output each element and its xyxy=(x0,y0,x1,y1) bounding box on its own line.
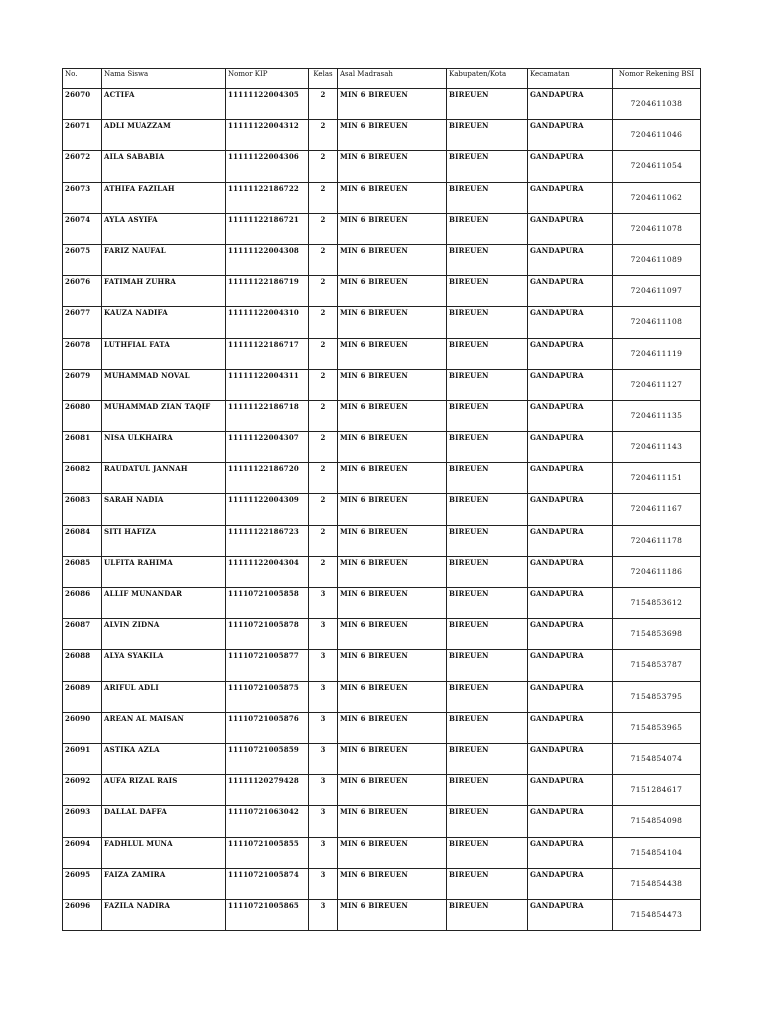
table-row xyxy=(63,899,701,930)
header-no: No. xyxy=(63,69,102,89)
cell-nomor-kip: 11110721063042 xyxy=(226,806,309,837)
table-row xyxy=(63,276,701,307)
cell-kelas: 2 xyxy=(309,369,338,400)
cell-kelas: 3 xyxy=(309,712,338,743)
cell-nomor-rekening: 7204611167 xyxy=(613,494,701,525)
cell-kabupaten: BIREUEN xyxy=(447,525,528,556)
cell-kelas: 2 xyxy=(309,276,338,307)
cell-kabupaten: BIREUEN xyxy=(447,369,528,400)
cell-asal-madrasah: MIN 6 BIREUEN xyxy=(338,556,447,587)
cell-kelas: 2 xyxy=(309,120,338,151)
cell-nomor-kip: 11111122186718 xyxy=(226,400,309,431)
cell-asal-madrasah: MIN 6 BIREUEN xyxy=(338,338,447,369)
cell-nomor-kip: 11111122186719 xyxy=(226,276,309,307)
cell-nama-siswa: AYLA ASYIFA xyxy=(102,213,226,244)
cell-nama-siswa: KAUZA NADIFA xyxy=(102,307,226,338)
cell-nama-siswa: DALLAL DAFFA xyxy=(102,806,226,837)
cell-no: 26075 xyxy=(63,244,102,275)
cell-nama-siswa: RAUDATUL JANNAH xyxy=(102,463,226,494)
cell-kelas: 2 xyxy=(309,463,338,494)
table-row xyxy=(63,182,701,213)
table-row xyxy=(63,369,701,400)
cell-kabupaten: BIREUEN xyxy=(447,650,528,681)
cell-no: 26087 xyxy=(63,619,102,650)
cell-asal-madrasah: MIN 6 BIREUEN xyxy=(338,899,447,930)
cell-kecamatan: GANDAPURA xyxy=(528,307,613,338)
table-row xyxy=(63,525,701,556)
cell-asal-madrasah: MIN 6 BIREUEN xyxy=(338,432,447,463)
cell-kabupaten: BIREUEN xyxy=(447,151,528,182)
table-row xyxy=(63,120,701,151)
table-row xyxy=(63,837,701,868)
cell-kabupaten: BIREUEN xyxy=(447,400,528,431)
cell-nomor-kip: 11110721005878 xyxy=(226,619,309,650)
cell-kabupaten: BIREUEN xyxy=(447,244,528,275)
cell-kecamatan: GANDAPURA xyxy=(528,120,613,151)
cell-nomor-rekening: 7204611054 xyxy=(613,151,701,182)
cell-kelas: 2 xyxy=(309,151,338,182)
cell-no: 26092 xyxy=(63,775,102,806)
cell-kabupaten: BIREUEN xyxy=(447,775,528,806)
cell-asal-madrasah: MIN 6 BIREUEN xyxy=(338,120,447,151)
cell-nomor-rekening: 7154853612 xyxy=(613,588,701,619)
cell-nomor-kip: 11111122004311 xyxy=(226,369,309,400)
cell-nomor-kip: 11111122004309 xyxy=(226,494,309,525)
cell-nomor-kip: 11111122186720 xyxy=(226,463,309,494)
table-body xyxy=(63,89,701,931)
cell-kelas: 2 xyxy=(309,182,338,213)
cell-kecamatan: GANDAPURA xyxy=(528,213,613,244)
cell-asal-madrasah: MIN 6 BIREUEN xyxy=(338,619,447,650)
cell-nomor-kip: 11110721005855 xyxy=(226,837,309,868)
cell-no: 26093 xyxy=(63,806,102,837)
student-table xyxy=(62,68,701,931)
table-row xyxy=(63,463,701,494)
cell-kelas: 2 xyxy=(309,307,338,338)
cell-nama-siswa: AREAN AL MAISAN xyxy=(102,712,226,743)
cell-nama-siswa: ALLIF MUNANDAR xyxy=(102,588,226,619)
cell-nomor-rekening: 7204611178 xyxy=(613,525,701,556)
cell-asal-madrasah: MIN 6 BIREUEN xyxy=(338,681,447,712)
cell-kecamatan: GANDAPURA xyxy=(528,650,613,681)
cell-no: 26076 xyxy=(63,276,102,307)
cell-nama-siswa: ALYA SYAKILA xyxy=(102,650,226,681)
cell-no: 26085 xyxy=(63,556,102,587)
header-nomor-rekening: Nomor Rekening BSI xyxy=(613,69,701,89)
cell-nomor-rekening: 7154854104 xyxy=(613,837,701,868)
cell-no: 26095 xyxy=(63,868,102,899)
table-row xyxy=(63,432,701,463)
cell-kabupaten: BIREUEN xyxy=(447,681,528,712)
cell-kecamatan: GANDAPURA xyxy=(528,681,613,712)
cell-no: 26091 xyxy=(63,743,102,774)
cell-nama-siswa: AILA SABABIA xyxy=(102,151,226,182)
table-header-row xyxy=(63,69,701,89)
table-row xyxy=(63,556,701,587)
cell-kelas: 3 xyxy=(309,837,338,868)
cell-nomor-rekening: 7204611127 xyxy=(613,369,701,400)
cell-nomor-rekening: 7154853698 xyxy=(613,619,701,650)
cell-asal-madrasah: MIN 6 BIREUEN xyxy=(338,712,447,743)
cell-kelas: 3 xyxy=(309,775,338,806)
cell-nomor-rekening: 7151284617 xyxy=(613,775,701,806)
cell-nomor-kip: 11111122186717 xyxy=(226,338,309,369)
cell-nomor-kip: 11111122004306 xyxy=(226,151,309,182)
table-row xyxy=(63,775,701,806)
cell-nomor-rekening: 7204611108 xyxy=(613,307,701,338)
cell-asal-madrasah: MIN 6 BIREUEN xyxy=(338,463,447,494)
cell-asal-madrasah: MIN 6 BIREUEN xyxy=(338,775,447,806)
cell-nomor-kip: 11110721005876 xyxy=(226,712,309,743)
cell-nomor-rekening: 7154853965 xyxy=(613,712,701,743)
cell-nomor-rekening: 7204611135 xyxy=(613,400,701,431)
cell-asal-madrasah: MIN 6 BIREUEN xyxy=(338,650,447,681)
cell-kelas: 3 xyxy=(309,681,338,712)
table-row xyxy=(63,244,701,275)
cell-nomor-rekening: 7204611143 xyxy=(613,432,701,463)
cell-nomor-rekening: 7154854438 xyxy=(613,868,701,899)
cell-asal-madrasah: MIN 6 BIREUEN xyxy=(338,89,447,120)
cell-kecamatan: GANDAPURA xyxy=(528,743,613,774)
cell-nomor-rekening: 7154854473 xyxy=(613,899,701,930)
cell-nomor-rekening: 7204611089 xyxy=(613,244,701,275)
cell-nomor-rekening: 7154854098 xyxy=(613,806,701,837)
cell-kecamatan: GANDAPURA xyxy=(528,276,613,307)
cell-no: 26084 xyxy=(63,525,102,556)
table-row xyxy=(63,494,701,525)
cell-no: 26081 xyxy=(63,432,102,463)
cell-asal-madrasah: MIN 6 BIREUEN xyxy=(338,182,447,213)
cell-kecamatan: GANDAPURA xyxy=(528,712,613,743)
cell-kabupaten: BIREUEN xyxy=(447,837,528,868)
cell-nomor-rekening: 7204611038 xyxy=(613,89,701,120)
cell-kabupaten: BIREUEN xyxy=(447,556,528,587)
cell-nama-siswa: ARIFUL ADLI xyxy=(102,681,226,712)
cell-kelas: 3 xyxy=(309,806,338,837)
cell-kabupaten: BIREUEN xyxy=(447,338,528,369)
cell-no: 26083 xyxy=(63,494,102,525)
cell-no: 26094 xyxy=(63,837,102,868)
cell-kabupaten: BIREUEN xyxy=(447,494,528,525)
cell-asal-madrasah: MIN 6 BIREUEN xyxy=(338,307,447,338)
cell-kelas: 2 xyxy=(309,213,338,244)
cell-asal-madrasah: MIN 6 BIREUEN xyxy=(338,400,447,431)
cell-kecamatan: GANDAPURA xyxy=(528,432,613,463)
cell-asal-madrasah: MIN 6 BIREUEN xyxy=(338,588,447,619)
cell-nama-siswa: SARAH NADIA xyxy=(102,494,226,525)
table-row xyxy=(63,151,701,182)
cell-kecamatan: GANDAPURA xyxy=(528,525,613,556)
cell-nama-siswa: NISA ULKHAIRA xyxy=(102,432,226,463)
cell-kelas: 2 xyxy=(309,244,338,275)
table-row xyxy=(63,712,701,743)
cell-no: 26086 xyxy=(63,588,102,619)
cell-kecamatan: GANDAPURA xyxy=(528,182,613,213)
cell-kabupaten: BIREUEN xyxy=(447,89,528,120)
cell-nomor-kip: 11111122186722 xyxy=(226,182,309,213)
cell-nama-siswa: ASTIKA AZLA xyxy=(102,743,226,774)
cell-nomor-kip: 11110721005877 xyxy=(226,650,309,681)
cell-kecamatan: GANDAPURA xyxy=(528,775,613,806)
cell-no: 26088 xyxy=(63,650,102,681)
cell-asal-madrasah: MIN 6 BIREUEN xyxy=(338,151,447,182)
cell-nomor-kip: 11110721005875 xyxy=(226,681,309,712)
cell-kabupaten: BIREUEN xyxy=(447,743,528,774)
cell-kabupaten: BIREUEN xyxy=(447,712,528,743)
cell-nomor-kip: 11111120279428 xyxy=(226,775,309,806)
cell-kecamatan: GANDAPURA xyxy=(528,837,613,868)
table-row xyxy=(63,338,701,369)
cell-nama-siswa: FAZILA NADIRA xyxy=(102,899,226,930)
table-row xyxy=(63,743,701,774)
cell-kecamatan: GANDAPURA xyxy=(528,556,613,587)
cell-kelas: 3 xyxy=(309,650,338,681)
cell-no: 26077 xyxy=(63,307,102,338)
cell-kabupaten: BIREUEN xyxy=(447,588,528,619)
cell-nomor-rekening: 7154853795 xyxy=(613,681,701,712)
cell-nomor-kip: 11110721005865 xyxy=(226,899,309,930)
cell-nomor-kip: 11111122004308 xyxy=(226,244,309,275)
cell-kabupaten: BIREUEN xyxy=(447,120,528,151)
cell-no: 26071 xyxy=(63,120,102,151)
table-row xyxy=(63,650,701,681)
cell-nama-siswa: FADHLUL MUNA xyxy=(102,837,226,868)
cell-kecamatan: GANDAPURA xyxy=(528,400,613,431)
header-nama-siswa: Nama Siswa xyxy=(102,69,226,89)
cell-nomor-kip: 11111122186721 xyxy=(226,213,309,244)
cell-nama-siswa: ADLI MUAZZAM xyxy=(102,120,226,151)
cell-kecamatan: GANDAPURA xyxy=(528,89,613,120)
cell-no: 26089 xyxy=(63,681,102,712)
cell-kecamatan: GANDAPURA xyxy=(528,619,613,650)
cell-asal-madrasah: MIN 6 BIREUEN xyxy=(338,213,447,244)
cell-nama-siswa: FATIMAH ZUHRA xyxy=(102,276,226,307)
cell-kabupaten: BIREUEN xyxy=(447,619,528,650)
cell-nomor-rekening: 7204611119 xyxy=(613,338,701,369)
cell-no: 26090 xyxy=(63,712,102,743)
table-row xyxy=(63,868,701,899)
cell-kelas: 2 xyxy=(309,338,338,369)
cell-kecamatan: GANDAPURA xyxy=(528,463,613,494)
cell-asal-madrasah: MIN 6 BIREUEN xyxy=(338,837,447,868)
cell-nama-siswa: ACTIFA xyxy=(102,89,226,120)
cell-kabupaten: BIREUEN xyxy=(447,463,528,494)
cell-nomor-rekening: 7204611046 xyxy=(613,120,701,151)
cell-nomor-kip: 11111122004310 xyxy=(226,307,309,338)
cell-kelas: 3 xyxy=(309,868,338,899)
cell-kecamatan: GANDAPURA xyxy=(528,588,613,619)
cell-kabupaten: BIREUEN xyxy=(447,182,528,213)
cell-kelas: 3 xyxy=(309,619,338,650)
cell-nama-siswa: LUTHFIAL FATA xyxy=(102,338,226,369)
cell-kecamatan: GANDAPURA xyxy=(528,868,613,899)
table-row xyxy=(63,806,701,837)
cell-nomor-kip: 11111122004312 xyxy=(226,120,309,151)
cell-nama-siswa: FARIZ NAUFAL xyxy=(102,244,226,275)
cell-kabupaten: BIREUEN xyxy=(447,276,528,307)
header-kelas: Kelas xyxy=(309,69,338,89)
cell-nomor-kip: 11111122004305 xyxy=(226,89,309,120)
cell-kelas: 3 xyxy=(309,899,338,930)
cell-nama-siswa: ATHIFA FAZILAH xyxy=(102,182,226,213)
cell-kecamatan: GANDAPURA xyxy=(528,369,613,400)
cell-nomor-rekening: 7154853787 xyxy=(613,650,701,681)
table-row xyxy=(63,400,701,431)
cell-kecamatan: GANDAPURA xyxy=(528,244,613,275)
cell-nomor-kip: 11110721005858 xyxy=(226,588,309,619)
table-row xyxy=(63,681,701,712)
cell-kabupaten: BIREUEN xyxy=(447,432,528,463)
cell-nama-siswa: AUFA RIZAL RAIS xyxy=(102,775,226,806)
cell-asal-madrasah: MIN 6 BIREUEN xyxy=(338,369,447,400)
cell-asal-madrasah: MIN 6 BIREUEN xyxy=(338,244,447,275)
cell-no: 26073 xyxy=(63,182,102,213)
cell-nomor-kip: 11110721005874 xyxy=(226,868,309,899)
cell-no: 26079 xyxy=(63,369,102,400)
cell-no: 26078 xyxy=(63,338,102,369)
cell-kelas: 2 xyxy=(309,494,338,525)
cell-kelas: 2 xyxy=(309,89,338,120)
cell-nomor-rekening: 7204611078 xyxy=(613,213,701,244)
cell-no: 26070 xyxy=(63,89,102,120)
cell-kelas: 3 xyxy=(309,588,338,619)
cell-kelas: 2 xyxy=(309,525,338,556)
cell-kabupaten: BIREUEN xyxy=(447,307,528,338)
cell-kelas: 2 xyxy=(309,400,338,431)
cell-kecamatan: GANDAPURA xyxy=(528,338,613,369)
cell-asal-madrasah: MIN 6 BIREUEN xyxy=(338,525,447,556)
table-row xyxy=(63,619,701,650)
cell-asal-madrasah: MIN 6 BIREUEN xyxy=(338,806,447,837)
cell-nomor-kip: 11111122004307 xyxy=(226,432,309,463)
cell-nomor-kip: 11111122186723 xyxy=(226,525,309,556)
cell-asal-madrasah: MIN 6 BIREUEN xyxy=(338,494,447,525)
cell-kelas: 3 xyxy=(309,743,338,774)
cell-nomor-kip: 11110721005859 xyxy=(226,743,309,774)
cell-kabupaten: BIREUEN xyxy=(447,806,528,837)
table-row xyxy=(63,213,701,244)
cell-nama-siswa: SITI HAFIZA xyxy=(102,525,226,556)
table-row xyxy=(63,588,701,619)
cell-kecamatan: GANDAPURA xyxy=(528,494,613,525)
cell-no: 26074 xyxy=(63,213,102,244)
cell-nomor-rekening: 7204611097 xyxy=(613,276,701,307)
header-kabupaten: Kabupaten/Kota xyxy=(447,69,528,89)
cell-nama-siswa: ALVIN ZIDNA xyxy=(102,619,226,650)
cell-kabupaten: BIREUEN xyxy=(447,899,528,930)
cell-asal-madrasah: MIN 6 BIREUEN xyxy=(338,743,447,774)
cell-asal-madrasah: MIN 6 BIREUEN xyxy=(338,868,447,899)
cell-nomor-kip: 11111122004304 xyxy=(226,556,309,587)
cell-kecamatan: GANDAPURA xyxy=(528,899,613,930)
cell-kecamatan: GANDAPURA xyxy=(528,151,613,182)
cell-nama-siswa: FAIZA ZAMIRA xyxy=(102,868,226,899)
header-nomor-kip: Nomor KIP xyxy=(226,69,309,89)
header-asal-madrasah: Asal Madrasah xyxy=(338,69,447,89)
cell-nama-siswa: ULFITA RAHIMA xyxy=(102,556,226,587)
cell-no: 26096 xyxy=(63,899,102,930)
cell-no: 26082 xyxy=(63,463,102,494)
cell-kecamatan: GANDAPURA xyxy=(528,806,613,837)
cell-kabupaten: BIREUEN xyxy=(447,868,528,899)
cell-nama-siswa: MUHAMMAD ZIAN TAQIF xyxy=(102,400,226,431)
cell-no: 26072 xyxy=(63,151,102,182)
table-row xyxy=(63,307,701,338)
cell-asal-madrasah: MIN 6 BIREUEN xyxy=(338,276,447,307)
table-row xyxy=(63,89,701,120)
header-kecamatan: Kecamatan xyxy=(528,69,613,89)
cell-nomor-rekening: 7204611186 xyxy=(613,556,701,587)
cell-nomor-rekening: 7204611151 xyxy=(613,463,701,494)
cell-nama-siswa: MUHAMMAD NOVAL xyxy=(102,369,226,400)
cell-nomor-rekening: 7204611062 xyxy=(613,182,701,213)
cell-kelas: 2 xyxy=(309,556,338,587)
cell-no: 26080 xyxy=(63,400,102,431)
cell-kabupaten: BIREUEN xyxy=(447,213,528,244)
cell-nomor-rekening: 7154854074 xyxy=(613,743,701,774)
cell-kelas: 2 xyxy=(309,432,338,463)
